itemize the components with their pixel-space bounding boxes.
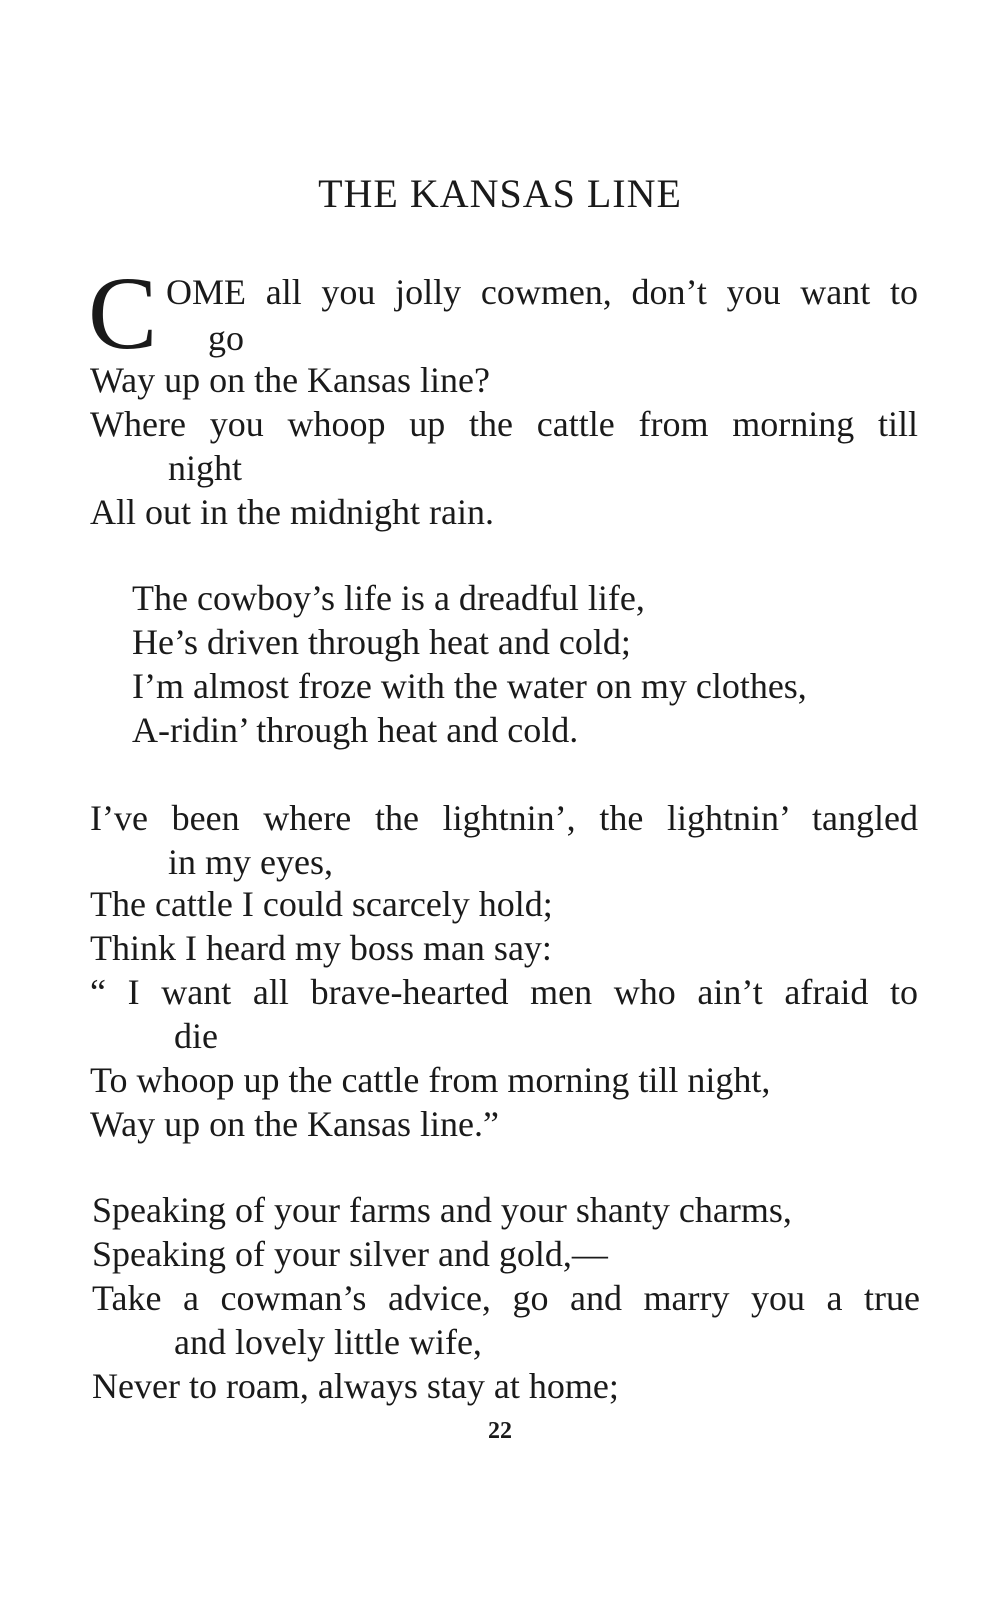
poem-line: Think I heard my boss man say:: [90, 928, 552, 968]
poem-line-continuation: night: [168, 448, 243, 488]
poem-line: Way up on the Kansas line.”: [90, 1104, 499, 1144]
poem-line: I’ve been where the lightnin’, the lightnin’ tangled: [90, 798, 918, 838]
poem-line-continuation: in my eyes,: [168, 842, 333, 882]
poem-line: The cattle I could scarcely hold;: [90, 884, 553, 924]
drop-cap: C: [88, 256, 158, 371]
poem-line: Where you whoop up the cattle from morning till: [90, 404, 918, 444]
poem-line: The cowboy’s life is a dreadful life,: [132, 578, 645, 618]
poem-line: OME all you jolly cowmen, don’t you want to: [166, 272, 918, 312]
poem-line: “ I want all brave-hearted men who ain’t afraid to: [90, 972, 918, 1012]
poem-line: Speaking of your farms and your shanty charms,: [92, 1190, 792, 1230]
poem-title: THE KANSAS LINE: [318, 171, 682, 216]
poem-line-continuation: die: [174, 1016, 218, 1056]
poem-line: Never to roam, always stay at home;: [92, 1366, 619, 1406]
page-number: 22: [488, 1418, 512, 1444]
poem-line-continuation: go: [208, 318, 244, 358]
poem-line-continuation: and lovely little wife,: [174, 1322, 482, 1362]
poem-line: A-ridin’ through heat and cold.: [132, 710, 579, 750]
poem-line: Way up on the Kansas line?: [90, 360, 490, 400]
poem-line: He’s driven through heat and cold;: [132, 622, 631, 662]
poem-line: To whoop up the cattle from morning till night,: [90, 1060, 771, 1100]
poem-line: I’m almost froze with the water on my clothes,: [132, 666, 807, 706]
poem-line: All out in the midnight rain.: [90, 492, 494, 532]
poem-line: Speaking of your silver and gold,—: [92, 1234, 608, 1274]
poem-line: Take a cowman’s advice, go and marry you a true: [92, 1278, 920, 1318]
